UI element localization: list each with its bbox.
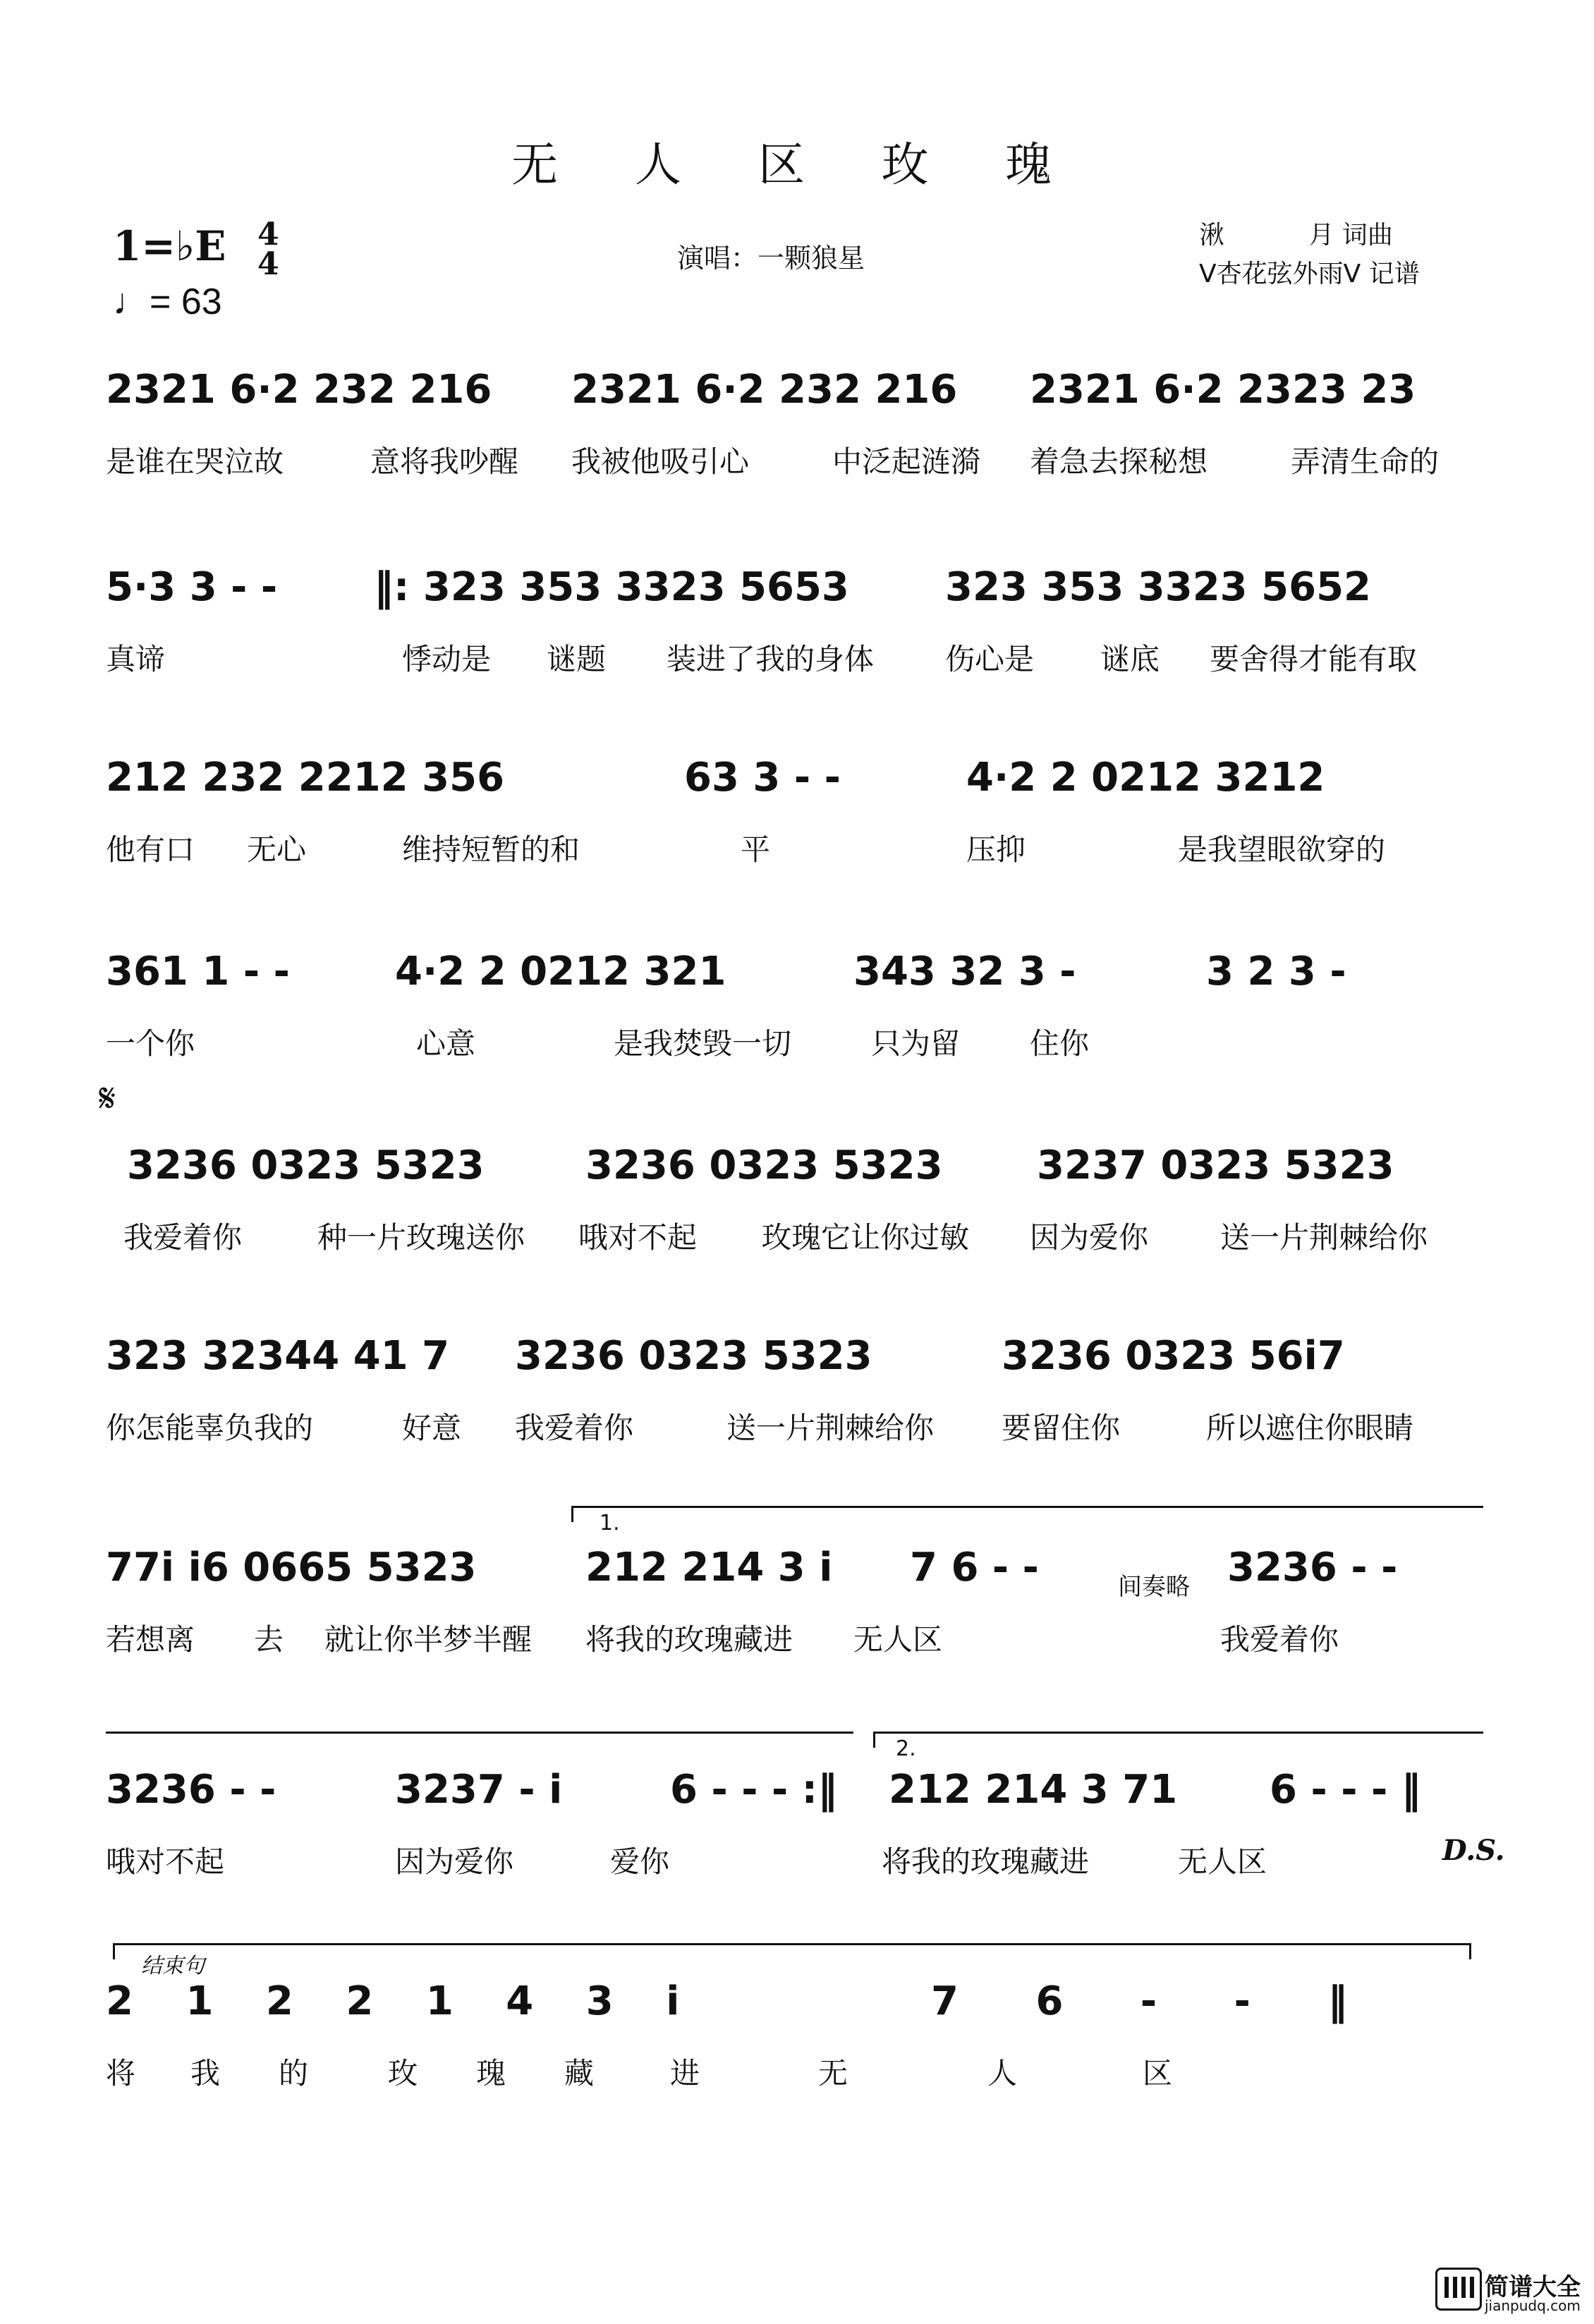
lyrics-row-5 bbox=[106, 1215, 1481, 1257]
lyric: 瑰 bbox=[476, 2056, 506, 2091]
lyrics-row-3 bbox=[106, 827, 1481, 869]
lyric: 装进了我的身体 bbox=[667, 642, 875, 676]
measure: 5·3 3 - - bbox=[106, 564, 278, 610]
notes-row-3 bbox=[106, 748, 1481, 825]
measure: 323 353 3323 5652 bbox=[945, 564, 1371, 610]
lyric: 所以遮住你眼睛 bbox=[1206, 1411, 1414, 1445]
volta-1-label: 1. bbox=[600, 1511, 620, 1535]
lyrics-row-1 bbox=[106, 439, 1481, 481]
ending-bracket bbox=[113, 1943, 1471, 1959]
measure: 7 6 - - bbox=[910, 1545, 1039, 1590]
lyric: 无心 bbox=[247, 832, 307, 867]
lyric: 要留住你 bbox=[1002, 1411, 1121, 1445]
watermark-url: jianpudq.com bbox=[1485, 2297, 1581, 2314]
measure: 323 32344 41 7 bbox=[106, 1333, 450, 1379]
lyric: 只为留 bbox=[871, 1026, 961, 1061]
notes-row-5 bbox=[106, 1136, 1481, 1213]
lyric: 你怎能辜负我的 bbox=[106, 1411, 314, 1445]
lyric: 平 bbox=[741, 832, 771, 867]
measure: 3236 - - bbox=[106, 1767, 276, 1813]
lyric: 哦对不起 bbox=[578, 1220, 698, 1255]
lyric: 送一片荆棘给你 bbox=[726, 1411, 935, 1445]
lyric: 要舍得才能有取 bbox=[1210, 642, 1418, 676]
measure: 3236 0323 5323 bbox=[515, 1333, 872, 1379]
lyric: 若想离 bbox=[106, 1622, 195, 1657]
lyric: 心意 bbox=[416, 1026, 476, 1061]
time-signature bbox=[257, 217, 279, 282]
notes-row-1 bbox=[106, 360, 1481, 437]
notes-row-6 bbox=[106, 1326, 1481, 1404]
lyric: 悸动是 bbox=[402, 642, 492, 676]
measure: 77i i6 0665 5323 bbox=[106, 1545, 477, 1590]
lyric: 就让你半梦半醒 bbox=[324, 1622, 533, 1657]
measure: 3236 0323 5323 bbox=[585, 1143, 943, 1188]
lyrics-row-9 bbox=[106, 2050, 1481, 2093]
measure: 212 214 3 i bbox=[585, 1545, 833, 1590]
lyric: 他有口 bbox=[106, 832, 195, 867]
measure: 6 - - - :‖ bbox=[670, 1767, 838, 1813]
interlude-label: 间奏略 bbox=[1118, 1573, 1190, 1601]
measure: 3237 0323 5323 bbox=[1037, 1143, 1394, 1188]
measure: ‖: 323 353 3323 5653 bbox=[374, 564, 849, 610]
measure: 7 6 - - ‖ bbox=[931, 1978, 1348, 2024]
key-signature: 1=♭E bbox=[113, 222, 226, 270]
lyric: 区 bbox=[1143, 2056, 1173, 2091]
time-signature-top: 4 bbox=[257, 217, 279, 253]
lyric: 人 bbox=[987, 2056, 1018, 2091]
lyrics-row-4 bbox=[106, 1021, 1481, 1063]
lyric: 好意 bbox=[402, 1411, 462, 1445]
transcriber-credit: V杏花弦外雨V 记谱 bbox=[1199, 260, 1420, 288]
measure: 4·2 2 0212 3212 bbox=[966, 755, 1325, 801]
lyric: 送一片荆棘给你 bbox=[1220, 1220, 1428, 1255]
volta-1-continuation bbox=[106, 1732, 853, 1734]
lyric: 中泛起涟漪 bbox=[832, 444, 981, 479]
measure: 3236 0323 56i7 bbox=[1002, 1333, 1345, 1379]
lyric: 我爱着你 bbox=[123, 1220, 243, 1255]
song-title: 无 人 区 玫 瑰 bbox=[511, 138, 1083, 192]
lyric: 将 bbox=[106, 2056, 136, 2091]
time-signature-bottom: 4 bbox=[257, 246, 279, 282]
measure: 212 232 2212 356 bbox=[106, 755, 505, 801]
lyric: 玫瑰它让你过敏 bbox=[762, 1220, 970, 1255]
lyric: 伤心是 bbox=[945, 642, 1035, 676]
lyric: 因为爱你 bbox=[395, 1844, 514, 1879]
measure: 3236 0323 5323 bbox=[127, 1143, 485, 1188]
watermark bbox=[1435, 2268, 1583, 2317]
measure: 2 1 2 2 1 4 3 i bbox=[106, 1978, 680, 2024]
lyric: 种一片玫瑰送你 bbox=[317, 1220, 525, 1255]
lyric: 去 bbox=[254, 1622, 284, 1657]
volta-1-bracket bbox=[571, 1506, 1483, 1522]
lyric: 是我焚毁一切 bbox=[614, 1026, 792, 1061]
lyric: 玫 bbox=[388, 2056, 418, 2091]
lyric: 意将我吵醒 bbox=[370, 444, 519, 479]
lyric: 压抑 bbox=[966, 832, 1026, 867]
lyric: 弄清生命的 bbox=[1291, 444, 1440, 479]
ds-marking: D.S. bbox=[1442, 1834, 1505, 1867]
lyric: 是谁在哭泣故 bbox=[106, 444, 284, 479]
measure: 3236 - - bbox=[1227, 1545, 1398, 1590]
volta-2-bracket bbox=[873, 1732, 1483, 1748]
measure: 343 32 3 - bbox=[853, 949, 1076, 994]
lyric: 藏 bbox=[564, 2056, 595, 2091]
lyric: 的 bbox=[279, 2056, 309, 2091]
notes-row-8 bbox=[106, 1760, 1481, 1837]
measure: 6 - - - ‖ bbox=[1270, 1767, 1421, 1813]
lyrics-row-8 bbox=[106, 1839, 1481, 1881]
lyric: 无人区 bbox=[1178, 1844, 1267, 1879]
lyric: 我被他吸引心 bbox=[571, 444, 750, 479]
measure: 2321 6·2 232 216 bbox=[106, 367, 492, 413]
measure: 361 1 - - bbox=[106, 949, 290, 994]
measure: 2321 6·2 2323 23 bbox=[1030, 367, 1416, 413]
lyrics-row-7 bbox=[106, 1617, 1481, 1659]
lyric: 无 bbox=[818, 2056, 848, 2091]
composer-credit: 湫 月 词曲 bbox=[1199, 221, 1393, 250]
lyric: 谜题 bbox=[547, 642, 607, 676]
singer-credit: 演唱：一颗狼星 bbox=[677, 243, 865, 274]
volta-2-label: 2. bbox=[896, 1736, 916, 1761]
lyric: 将我的玫瑰藏进 bbox=[882, 1844, 1090, 1879]
lyric: 哦对不起 bbox=[106, 1844, 225, 1879]
tempo-marking: ♩= 63 bbox=[113, 281, 222, 322]
notes-row-7 bbox=[106, 1538, 1481, 1615]
measure: 63 3 - - bbox=[684, 755, 841, 801]
measure: 2321 6·2 232 216 bbox=[571, 367, 958, 413]
notes-row-4 bbox=[106, 942, 1481, 1019]
measure: 3 2 3 - bbox=[1206, 949, 1346, 994]
lyrics-row-6 bbox=[106, 1405, 1481, 1447]
lyric: 一个你 bbox=[106, 1026, 195, 1061]
ending-label: 结束句 bbox=[141, 1954, 205, 1978]
lyric: 是我望眼欲穿的 bbox=[1178, 832, 1386, 867]
lyric: 维持短暂的和 bbox=[402, 832, 580, 867]
lyric: 谜底 bbox=[1100, 642, 1160, 676]
lyric: 我爱着你 bbox=[1220, 1622, 1339, 1657]
lyric: 将我的玫瑰藏进 bbox=[585, 1622, 793, 1657]
notes-row-2 bbox=[106, 557, 1481, 635]
lyric: 我 bbox=[190, 2056, 221, 2091]
lyric: 进 bbox=[670, 2056, 700, 2091]
lyric: 我爱着你 bbox=[515, 1411, 634, 1445]
lyric: 因为爱你 bbox=[1030, 1220, 1149, 1255]
lyric: 爱你 bbox=[610, 1844, 670, 1879]
lyric: 无人区 bbox=[853, 1622, 943, 1657]
lyric: 着急去探秘想 bbox=[1030, 444, 1208, 479]
piano-icon bbox=[1435, 2268, 1482, 2311]
notes-row-9 bbox=[106, 1971, 1481, 2049]
measure: 3237 - i bbox=[395, 1767, 563, 1813]
lyric: 真谛 bbox=[106, 642, 166, 676]
lyric: 住你 bbox=[1030, 1026, 1090, 1061]
measure: 212 214 3 71 bbox=[889, 1767, 1178, 1813]
lyrics-row-2 bbox=[106, 636, 1481, 679]
measure: 4·2 2 0212 321 bbox=[395, 949, 726, 994]
segno-sign: 𝄋 bbox=[99, 1076, 116, 1121]
watermark-name: 简谱大全 bbox=[1485, 2273, 1581, 2301]
